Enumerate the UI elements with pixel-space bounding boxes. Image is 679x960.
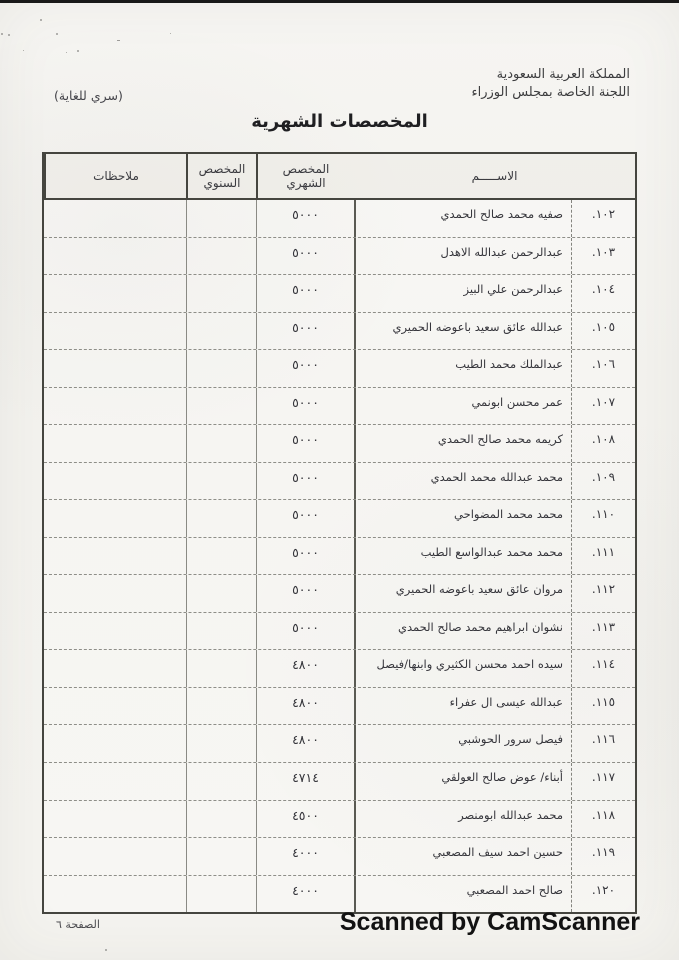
row-annual — [186, 650, 256, 687]
row-name: نشوان ابراهيم محمد صالح الحمدي — [354, 613, 571, 650]
row-notes — [44, 425, 186, 462]
row-name: فيصل سرور الحوشبي — [354, 725, 571, 762]
row-number: ١١٧. — [571, 763, 635, 800]
scan-artifact — [77, 50, 79, 52]
scan-edge-bar — [0, 0, 679, 3]
row-notes — [44, 763, 186, 800]
row-monthly: ٤٨٠٠ — [256, 725, 354, 762]
row-number: ١٢٠. — [571, 876, 635, 913]
row-monthly: ٥٠٠٠ — [256, 200, 354, 237]
row-number: ١١٦. — [571, 725, 635, 762]
row-number: ١٠٢. — [571, 200, 635, 237]
row-notes — [44, 275, 186, 312]
row-notes — [44, 388, 186, 425]
table-row — [44, 838, 635, 876]
row-notes — [44, 876, 186, 913]
row-annual — [186, 801, 256, 838]
table-row — [44, 500, 635, 538]
row-monthly: ٥٠٠٠ — [256, 238, 354, 275]
table-row — [44, 313, 635, 351]
page-number-label: الصفحة ٦ — [56, 918, 100, 931]
row-monthly: ٥٠٠٠ — [256, 463, 354, 500]
row-monthly: ٤٨٠٠ — [256, 650, 354, 687]
scan-artifact — [105, 949, 107, 951]
row-number: ١٠٩. — [571, 463, 635, 500]
column-header-notes: ملاحظات — [44, 154, 186, 198]
table-row — [44, 650, 635, 688]
table-row — [44, 688, 635, 726]
row-annual — [186, 200, 256, 237]
row-notes — [44, 350, 186, 387]
table-row — [44, 425, 635, 463]
row-number: ١٠٨. — [571, 425, 635, 462]
row-notes — [44, 650, 186, 687]
row-monthly: ٥٠٠٠ — [256, 350, 354, 387]
row-monthly: ٥٠٠٠ — [256, 538, 354, 575]
row-number: ١١٢. — [571, 575, 635, 612]
row-number: ١١٥. — [571, 688, 635, 725]
row-monthly: ٥٠٠٠ — [256, 500, 354, 537]
row-monthly: ٥٠٠٠ — [256, 425, 354, 462]
row-name: صفيه محمد صالح الحمدي — [354, 200, 571, 237]
document-title — [0, 111, 679, 132]
row-monthly: ٤٠٠٠ — [256, 838, 354, 875]
row-number: ١١٩. — [571, 838, 635, 875]
row-annual — [186, 425, 256, 462]
row-name: صالح احمد المصعبي — [354, 876, 571, 913]
row-name: كريمه محمد صالح الحمدي — [354, 425, 571, 462]
table-row — [44, 763, 635, 801]
row-monthly: ٥٠٠٠ — [256, 613, 354, 650]
column-header-name: الاســـــم — [471, 169, 518, 183]
row-monthly: ٤٠٠٠ — [256, 876, 354, 913]
column-header-annual — [186, 154, 256, 198]
row-name: محمد عبدالله محمد الحمدي — [354, 463, 571, 500]
row-number: ١٠٤. — [571, 275, 635, 312]
row-annual — [186, 688, 256, 725]
scan-artifact — [117, 40, 120, 41]
row-number: ١٠٧. — [571, 388, 635, 425]
row-annual — [186, 876, 256, 913]
scan-artifact — [23, 50, 24, 51]
row-monthly: ٤٧١٤ — [256, 763, 354, 800]
row-notes — [44, 500, 186, 537]
column-header-monthly — [256, 154, 354, 198]
row-annual — [186, 613, 256, 650]
row-notes — [44, 463, 186, 500]
row-monthly: ٥٠٠٠ — [256, 275, 354, 312]
scan-artifact — [170, 33, 171, 34]
letterhead — [472, 66, 630, 102]
row-name: عبدالرحمن عبدالله الاهدل — [354, 238, 571, 275]
table-row — [44, 613, 635, 651]
row-notes — [44, 688, 186, 725]
row-annual — [186, 238, 256, 275]
row-name: عبدالرحمن علي البيز — [354, 275, 571, 312]
row-annual — [186, 838, 256, 875]
row-annual — [186, 538, 256, 575]
row-annual — [186, 725, 256, 762]
row-monthly: ٥٠٠٠ — [256, 575, 354, 612]
row-name: محمد محمد عبدالواسع الطيب — [354, 538, 571, 575]
row-notes — [44, 838, 186, 875]
column-header-monthly-text: المخصص الشهري — [282, 162, 330, 190]
row-number: ١١١. — [571, 538, 635, 575]
table-row — [44, 463, 635, 501]
row-monthly: ٥٠٠٠ — [256, 388, 354, 425]
row-notes — [44, 313, 186, 350]
row-name: أبناء/ عوض صالح العولقي — [354, 763, 571, 800]
row-number: ١١٨. — [571, 801, 635, 838]
table-row — [44, 238, 635, 276]
row-name: سيده احمد محسن الكثيري وابنها/فيصل — [354, 650, 571, 687]
row-name: حسين احمد سيف المصعبي — [354, 838, 571, 875]
row-annual — [186, 575, 256, 612]
table-row — [44, 538, 635, 576]
scan-artifact — [8, 34, 10, 36]
row-notes — [44, 613, 186, 650]
table-row — [44, 575, 635, 613]
row-number: ١٠٣. — [571, 238, 635, 275]
row-monthly: ٥٠٠٠ — [256, 313, 354, 350]
row-name: عبدالملك محمد الطيب — [354, 350, 571, 387]
row-annual — [186, 350, 256, 387]
row-annual — [186, 388, 256, 425]
row-name: مروان عائق سعيد باعوضه الحميري — [354, 575, 571, 612]
row-notes — [44, 238, 186, 275]
column-header-annual-text: المخصص السنوي — [198, 162, 246, 190]
row-number: ١٠٥. — [571, 313, 635, 350]
row-name: عبدالله عيسى ال عفراء — [354, 688, 571, 725]
row-number: ١١٤. — [571, 650, 635, 687]
row-monthly: ٤٨٠٠ — [256, 688, 354, 725]
classification-label: (سري للغاية) — [54, 88, 123, 103]
row-notes — [44, 200, 186, 237]
camscanner-watermark: Scanned by CamScanner — [339, 908, 640, 936]
table-row — [44, 725, 635, 763]
row-annual — [186, 313, 256, 350]
row-name: محمد محمد المضواحي — [354, 500, 571, 537]
row-number: ١٠٦. — [571, 350, 635, 387]
table-row — [44, 876, 635, 913]
scan-artifact — [66, 52, 67, 53]
table-row — [44, 200, 635, 238]
table-body — [44, 200, 635, 912]
row-name: عبدالله عائق سعيد باعوضه الحميري — [354, 313, 571, 350]
row-number: ١١٠. — [571, 500, 635, 537]
row-monthly: ٤٥٠٠ — [256, 801, 354, 838]
row-notes — [44, 801, 186, 838]
row-annual — [186, 463, 256, 500]
row-notes — [44, 725, 186, 762]
letterhead-country: المملكة العربية السعودية — [496, 67, 630, 82]
scan-artifact — [1, 33, 3, 35]
row-number: ١١٣. — [571, 613, 635, 650]
table-row — [44, 801, 635, 839]
row-notes — [44, 538, 186, 575]
row-name: عمر محسن ابونمي — [354, 388, 571, 425]
table-row — [44, 388, 635, 426]
scan-artifact — [40, 19, 42, 21]
row-annual — [186, 500, 256, 537]
row-name: محمد عبدالله ابومنصر — [354, 801, 571, 838]
table-row — [44, 350, 635, 388]
row-notes — [44, 575, 186, 612]
allowances-table — [42, 152, 637, 914]
row-annual — [186, 763, 256, 800]
row-annual — [186, 275, 256, 312]
document-title-text: المخصصات الشهرية — [251, 111, 428, 132]
scan-artifact — [56, 33, 58, 35]
table-row — [44, 275, 635, 313]
letterhead-committee: اللجنة الخاصة بمجلس الوزراء — [471, 85, 630, 100]
table-header-row — [44, 154, 635, 200]
